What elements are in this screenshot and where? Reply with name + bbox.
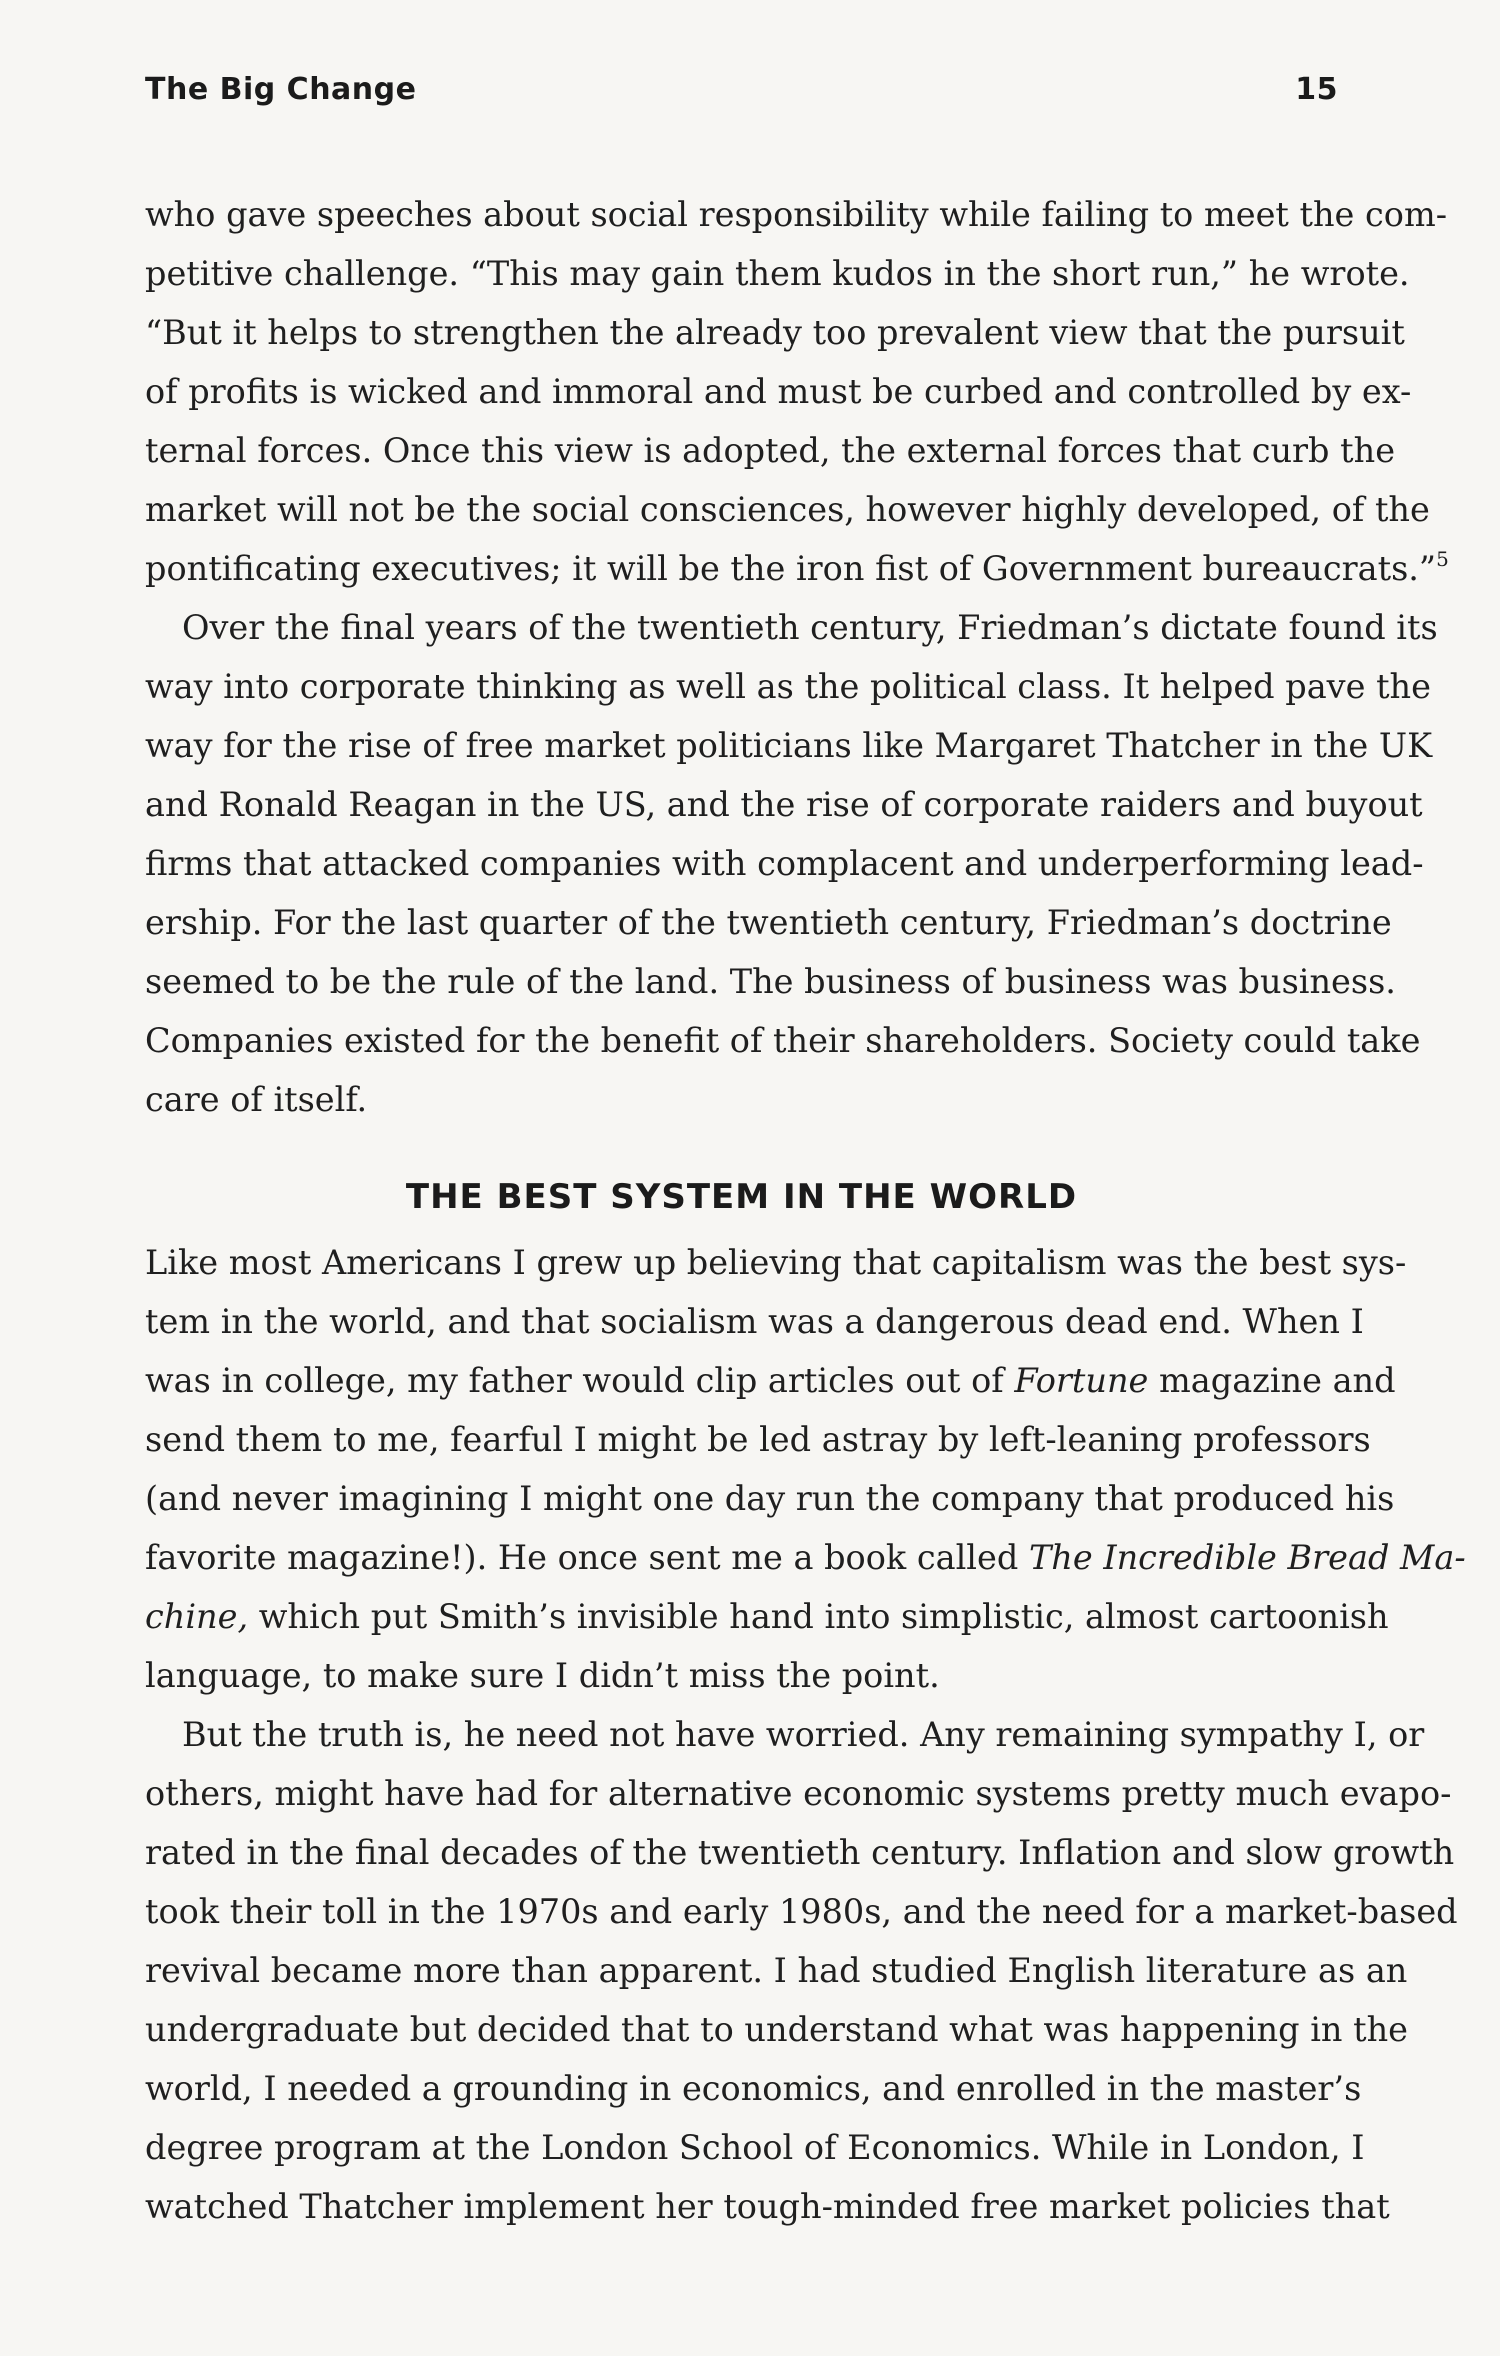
text-line: watched Thatcher implement her tough-minded free market policies that	[145, 2187, 1390, 2226]
paragraph	[145, 1705, 1458, 2236]
text-line: and Ronald Reagan in the US, and the rise of corporate raiders and buyout	[145, 785, 1423, 824]
running-title: The Big Change	[145, 72, 417, 107]
running-head	[145, 72, 1338, 112]
text-line: of profits is wicked and immoral and must be curbed and controlled by ex-	[145, 372, 1412, 411]
paragraph	[145, 185, 1449, 598]
text-line: (and never imagining I might one day run the company that produced his	[145, 1479, 1395, 1518]
text-line: ership. For the last quarter of the twentieth century, Friedman’s doctrine	[145, 903, 1392, 942]
text-line: language, to make sure I didn’t miss the point.	[145, 1656, 940, 1695]
italic-title: The Incredible Bread Ma-	[1028, 1538, 1466, 1577]
paragraph	[145, 598, 1438, 1129]
text-line: petitive challenge. “This may gain them kudos in the short run,” he wrote.	[145, 254, 1410, 293]
text-line	[145, 1351, 1396, 1410]
text-line: ternal forces. Once this view is adopted, the external forces that curb the	[145, 431, 1396, 470]
text-line: Over the final years of the twentieth century, Friedman’s dictate found its	[182, 608, 1438, 647]
page-number: 15	[1295, 72, 1338, 107]
text-line: others, might have had for alternative economic systems pretty much evapo-	[145, 1774, 1452, 1813]
text-run: which put Smith’s invisible hand into simplistic, almost cartoonish	[248, 1597, 1389, 1636]
text-line: Like most Americans I grew up believing that capitalism was the best sys-	[145, 1243, 1407, 1282]
text-run: magazine and	[1148, 1361, 1396, 1400]
text-line	[145, 1528, 1466, 1587]
italic-title: chine,	[145, 1597, 249, 1636]
text-run: was in college, my father would clip articles out of	[145, 1361, 1015, 1400]
text-line	[145, 1587, 1389, 1646]
text-line: way into corporate thinking as well as the political class. It helped pave the	[145, 667, 1431, 706]
section-heading: THE BEST SYSTEM IN THE WORLD	[405, 1177, 1078, 1217]
italic-title: Fortune	[1014, 1361, 1149, 1400]
text-line: send them to me, fearful I might be led astray by left-leaning professors	[145, 1420, 1371, 1459]
text-line: market will not be the social consciences, however highly developed, of the	[145, 490, 1430, 529]
text-line	[145, 539, 1449, 598]
text-line: world, I needed a grounding in economics, and enrolled in the master’s	[145, 2069, 1362, 2108]
text-line: care of itself.	[145, 1080, 368, 1119]
text-line: But the truth is, he need not have worried. Any remaining sympathy I, or	[182, 1715, 1425, 1754]
text-run: favorite magazine!). He once sent me a book called	[145, 1538, 1029, 1577]
text-line: who gave speeches about social responsibility while failing to meet the com-	[145, 195, 1448, 234]
text-line: seemed to be the rule of the land. The business of business was business.	[145, 962, 1396, 1001]
text-line: degree program at the London School of Economics. While in London, I	[145, 2128, 1365, 2167]
footnote-ref: 5	[1436, 547, 1449, 571]
text-line: way for the rise of free market politicians like Margaret Thatcher in the UK	[145, 726, 1433, 765]
text-line: “But it helps to strengthen the already too prevalent view that the pursuit	[145, 313, 1405, 352]
text-line: rated in the final decades of the twentieth century. Inflation and slow growth	[145, 1833, 1455, 1872]
text-line: firms that attacked companies with complacent and underperforming lead-	[145, 844, 1424, 883]
text-line: undergraduate but decided that to understand what was happening in the	[145, 2010, 1409, 2049]
body-text	[145, 185, 1466, 2236]
text-line: took their toll in the 1970s and early 1980s, and the need for a market-based	[145, 1892, 1458, 1931]
text-line: tem in the world, and that socialism was a dangerous dead end. When I	[145, 1302, 1364, 1341]
text-line-content: pontificating executives; it will be the iron fist of Government bureaucrats.”	[145, 549, 1437, 588]
text-line: Companies existed for the benefit of their shareholders. Society could take	[145, 1021, 1421, 1060]
paragraph	[145, 1233, 1466, 1705]
text-line: revival became more than apparent. I had studied English literature as an	[145, 1951, 1408, 1990]
